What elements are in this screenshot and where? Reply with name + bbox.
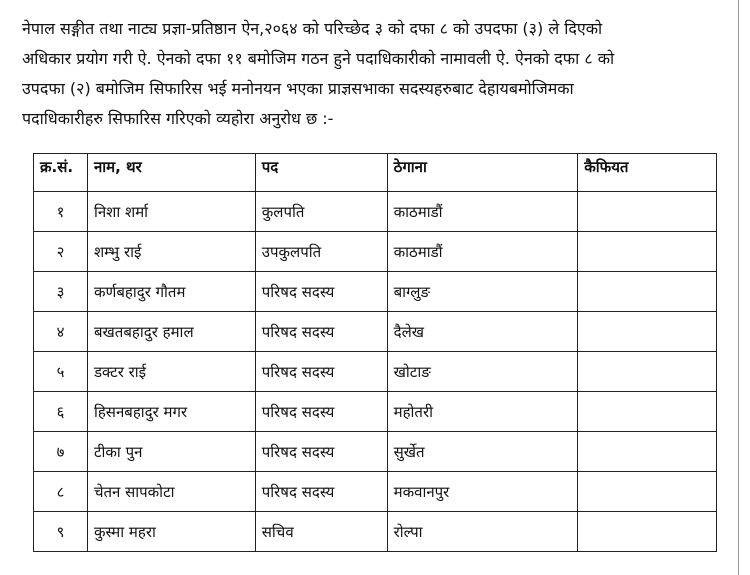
address-cell: काठमाडौं: [387, 232, 578, 272]
address-cell: रोल्पा: [387, 512, 578, 552]
serial-cell: ७: [34, 432, 88, 472]
table-row: [34, 392, 717, 432]
page-edge-divider: [738, 0, 739, 575]
header-address: ठेगाना: [387, 154, 578, 192]
table-header-row: [34, 154, 717, 192]
remarks-cell: [578, 432, 717, 472]
remarks-cell: [578, 352, 717, 392]
serial-cell: ३: [34, 272, 88, 312]
post-cell: परिषद सदस्य: [255, 392, 387, 432]
remarks-cell: [578, 472, 717, 512]
header-remarks: कैफियत: [578, 154, 717, 192]
paragraph-line: अधिकार प्रयोग गरी ऐ. ऐनको दफा ११ बमोजिम गठन हुने पदाधिकारीको नामावली ऐ. ऐनको दफा ८ को: [22, 49, 615, 68]
serial-cell: ५: [34, 352, 88, 392]
serial-cell: ८: [34, 472, 88, 512]
name-cell: टीका पुन: [87, 432, 255, 472]
table-row: [34, 232, 717, 272]
address-cell: बाग्लुङ: [387, 272, 578, 312]
table-row: [34, 352, 717, 392]
table-row: [34, 512, 717, 552]
header-post: पद: [255, 154, 387, 192]
paragraph-line: उपदफा (२) बमोजिम सिफारिस भई मनोनयन भएका प्राज्ञसभाका सदस्यहरुबाट देहायबमोजिमका: [22, 79, 574, 98]
paragraph-line: नेपाल सङ्गीत तथा नाट्य प्रज्ञा-प्रतिष्ठान ऐन,२०६४ को परिच्छेद ३ को दफा ८ को उपदफा (३) ले दिएको: [22, 19, 603, 38]
remarks-cell: [578, 392, 717, 432]
post-cell: परिषद सदस्य: [255, 472, 387, 512]
name-cell: शम्भु राई: [87, 232, 255, 272]
serial-cell: २: [34, 232, 88, 272]
table-row: [34, 472, 717, 512]
post-cell: परिषद सदस्य: [255, 352, 387, 392]
name-cell: कर्णबहादुर गौतम: [87, 272, 255, 312]
post-cell: परिषद सदस्य: [255, 432, 387, 472]
header-name: नाम, थर: [87, 154, 255, 192]
name-cell: हिसनबहादुर मगर: [87, 392, 255, 432]
address-cell: महोतरी: [387, 392, 578, 432]
post-cell: कुलपति: [255, 192, 387, 232]
table-row: [34, 272, 717, 312]
name-cell: कुस्मा महरा: [87, 512, 255, 552]
serial-cell: ४: [34, 312, 88, 352]
table-row: [34, 192, 717, 232]
address-cell: सुर्खेत: [387, 432, 578, 472]
address-cell: काठमाडौं: [387, 192, 578, 232]
post-cell: परिषद सदस्य: [255, 272, 387, 312]
address-cell: खोटाङ: [387, 352, 578, 392]
header-serial: क्र.सं.: [34, 154, 88, 192]
officials-table: [33, 153, 717, 552]
post-cell: परिषद सदस्य: [255, 312, 387, 352]
address-cell: मकवानपुर: [387, 472, 578, 512]
remarks-cell: [578, 232, 717, 272]
remarks-cell: [578, 312, 717, 352]
table-row: [34, 312, 717, 352]
remarks-cell: [578, 512, 717, 552]
post-cell: उपकुलपति: [255, 232, 387, 272]
serial-cell: ६: [34, 392, 88, 432]
name-cell: बखतबहादुर हमाल: [87, 312, 255, 352]
remarks-cell: [578, 192, 717, 232]
name-cell: निशा शर्मा: [87, 192, 255, 232]
table-row: [34, 432, 717, 472]
name-cell: डक्टर राई: [87, 352, 255, 392]
name-cell: चेतन सापकोटा: [87, 472, 255, 512]
intro-paragraph: [22, 14, 730, 134]
address-cell: दैलेख: [387, 312, 578, 352]
remarks-cell: [578, 272, 717, 312]
post-cell: सचिव: [255, 512, 387, 552]
paragraph-line: पदाधिकारीहरु सिफारिस गरिएको व्यहोरा अनुरोध छ :-: [22, 109, 334, 128]
serial-cell: १: [34, 192, 88, 232]
serial-cell: ९: [34, 512, 88, 552]
